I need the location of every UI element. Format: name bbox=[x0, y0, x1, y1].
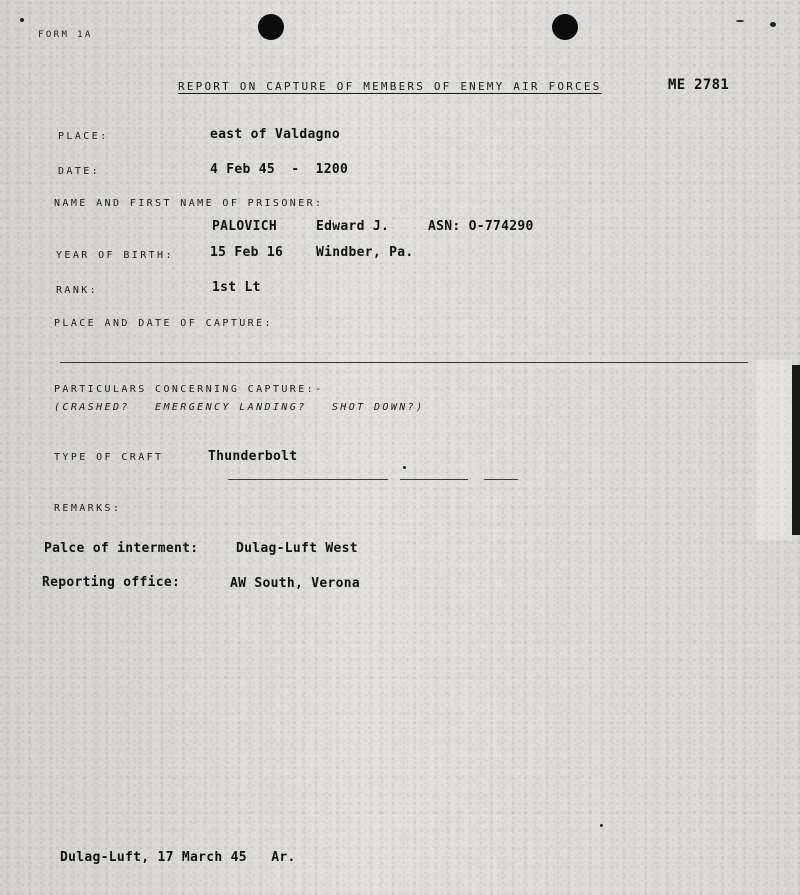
internment-value: Dulag-Luft West bbox=[236, 541, 358, 556]
document-title: REPORT ON CAPTURE OF MEMBERS OF ENEMY AIR FORCES bbox=[178, 80, 602, 93]
punch-hole-left bbox=[258, 14, 284, 40]
reporting-office-value: AW South, Verona bbox=[230, 576, 361, 591]
reporting-office-label: Reporting office: bbox=[42, 575, 181, 590]
place-value: east of Valdagno bbox=[210, 127, 341, 142]
document-number: ME 2781 bbox=[668, 77, 730, 93]
date-label: DATE: bbox=[58, 166, 101, 177]
date-value: 4 Feb 45 - 1200 bbox=[210, 162, 349, 177]
ink-speck bbox=[600, 824, 603, 827]
ink-speck bbox=[403, 466, 406, 469]
prisoner-name-label: NAME AND FIRST NAME OF PRISONER: bbox=[54, 198, 324, 209]
ink-speck bbox=[770, 22, 776, 27]
punch-hole-right bbox=[552, 14, 578, 40]
prisoner-last-name: PALOVICH bbox=[212, 219, 278, 234]
capture-label: PLACE AND DATE OF CAPTURE: bbox=[54, 318, 273, 329]
craft-value: Thunderbolt bbox=[208, 449, 298, 464]
prisoner-first-name: Edward J. bbox=[316, 219, 390, 234]
craft-rule-1 bbox=[228, 479, 388, 480]
craft-rule-3 bbox=[484, 479, 518, 480]
prisoner-asn: ASN: O-774290 bbox=[428, 219, 534, 234]
rank-label: RANK: bbox=[56, 285, 99, 296]
particulars-label: PARTICULARS CONCERNING CAPTURE:- bbox=[54, 384, 324, 395]
rank-value: 1st Lt bbox=[212, 280, 261, 295]
page-edge-shadow bbox=[756, 360, 792, 540]
craft-rule-2 bbox=[400, 479, 468, 480]
ink-speck bbox=[20, 18, 24, 22]
remarks-label: REMARKS: bbox=[54, 503, 122, 514]
birth-date: 15 Feb 16 bbox=[210, 245, 284, 260]
craft-label: TYPE OF CRAFT bbox=[54, 452, 164, 463]
birth-label: YEAR OF BIRTH: bbox=[56, 250, 174, 261]
place-label: PLACE: bbox=[58, 131, 109, 142]
capture-rule bbox=[60, 362, 748, 363]
internment-label: Palce of interment: bbox=[44, 541, 199, 556]
form-id: FORM 1A bbox=[38, 30, 93, 40]
footer-signature-line: Dulag-Luft, 17 March 45 Ar. bbox=[60, 850, 296, 865]
particulars-options: (CRASHED? EMERGENCY LANDING? SHOT DOWN?) bbox=[54, 402, 425, 413]
birth-place: Windber, Pa. bbox=[316, 245, 414, 260]
page-edge-bar bbox=[792, 365, 800, 535]
ink-speck bbox=[736, 20, 744, 22]
